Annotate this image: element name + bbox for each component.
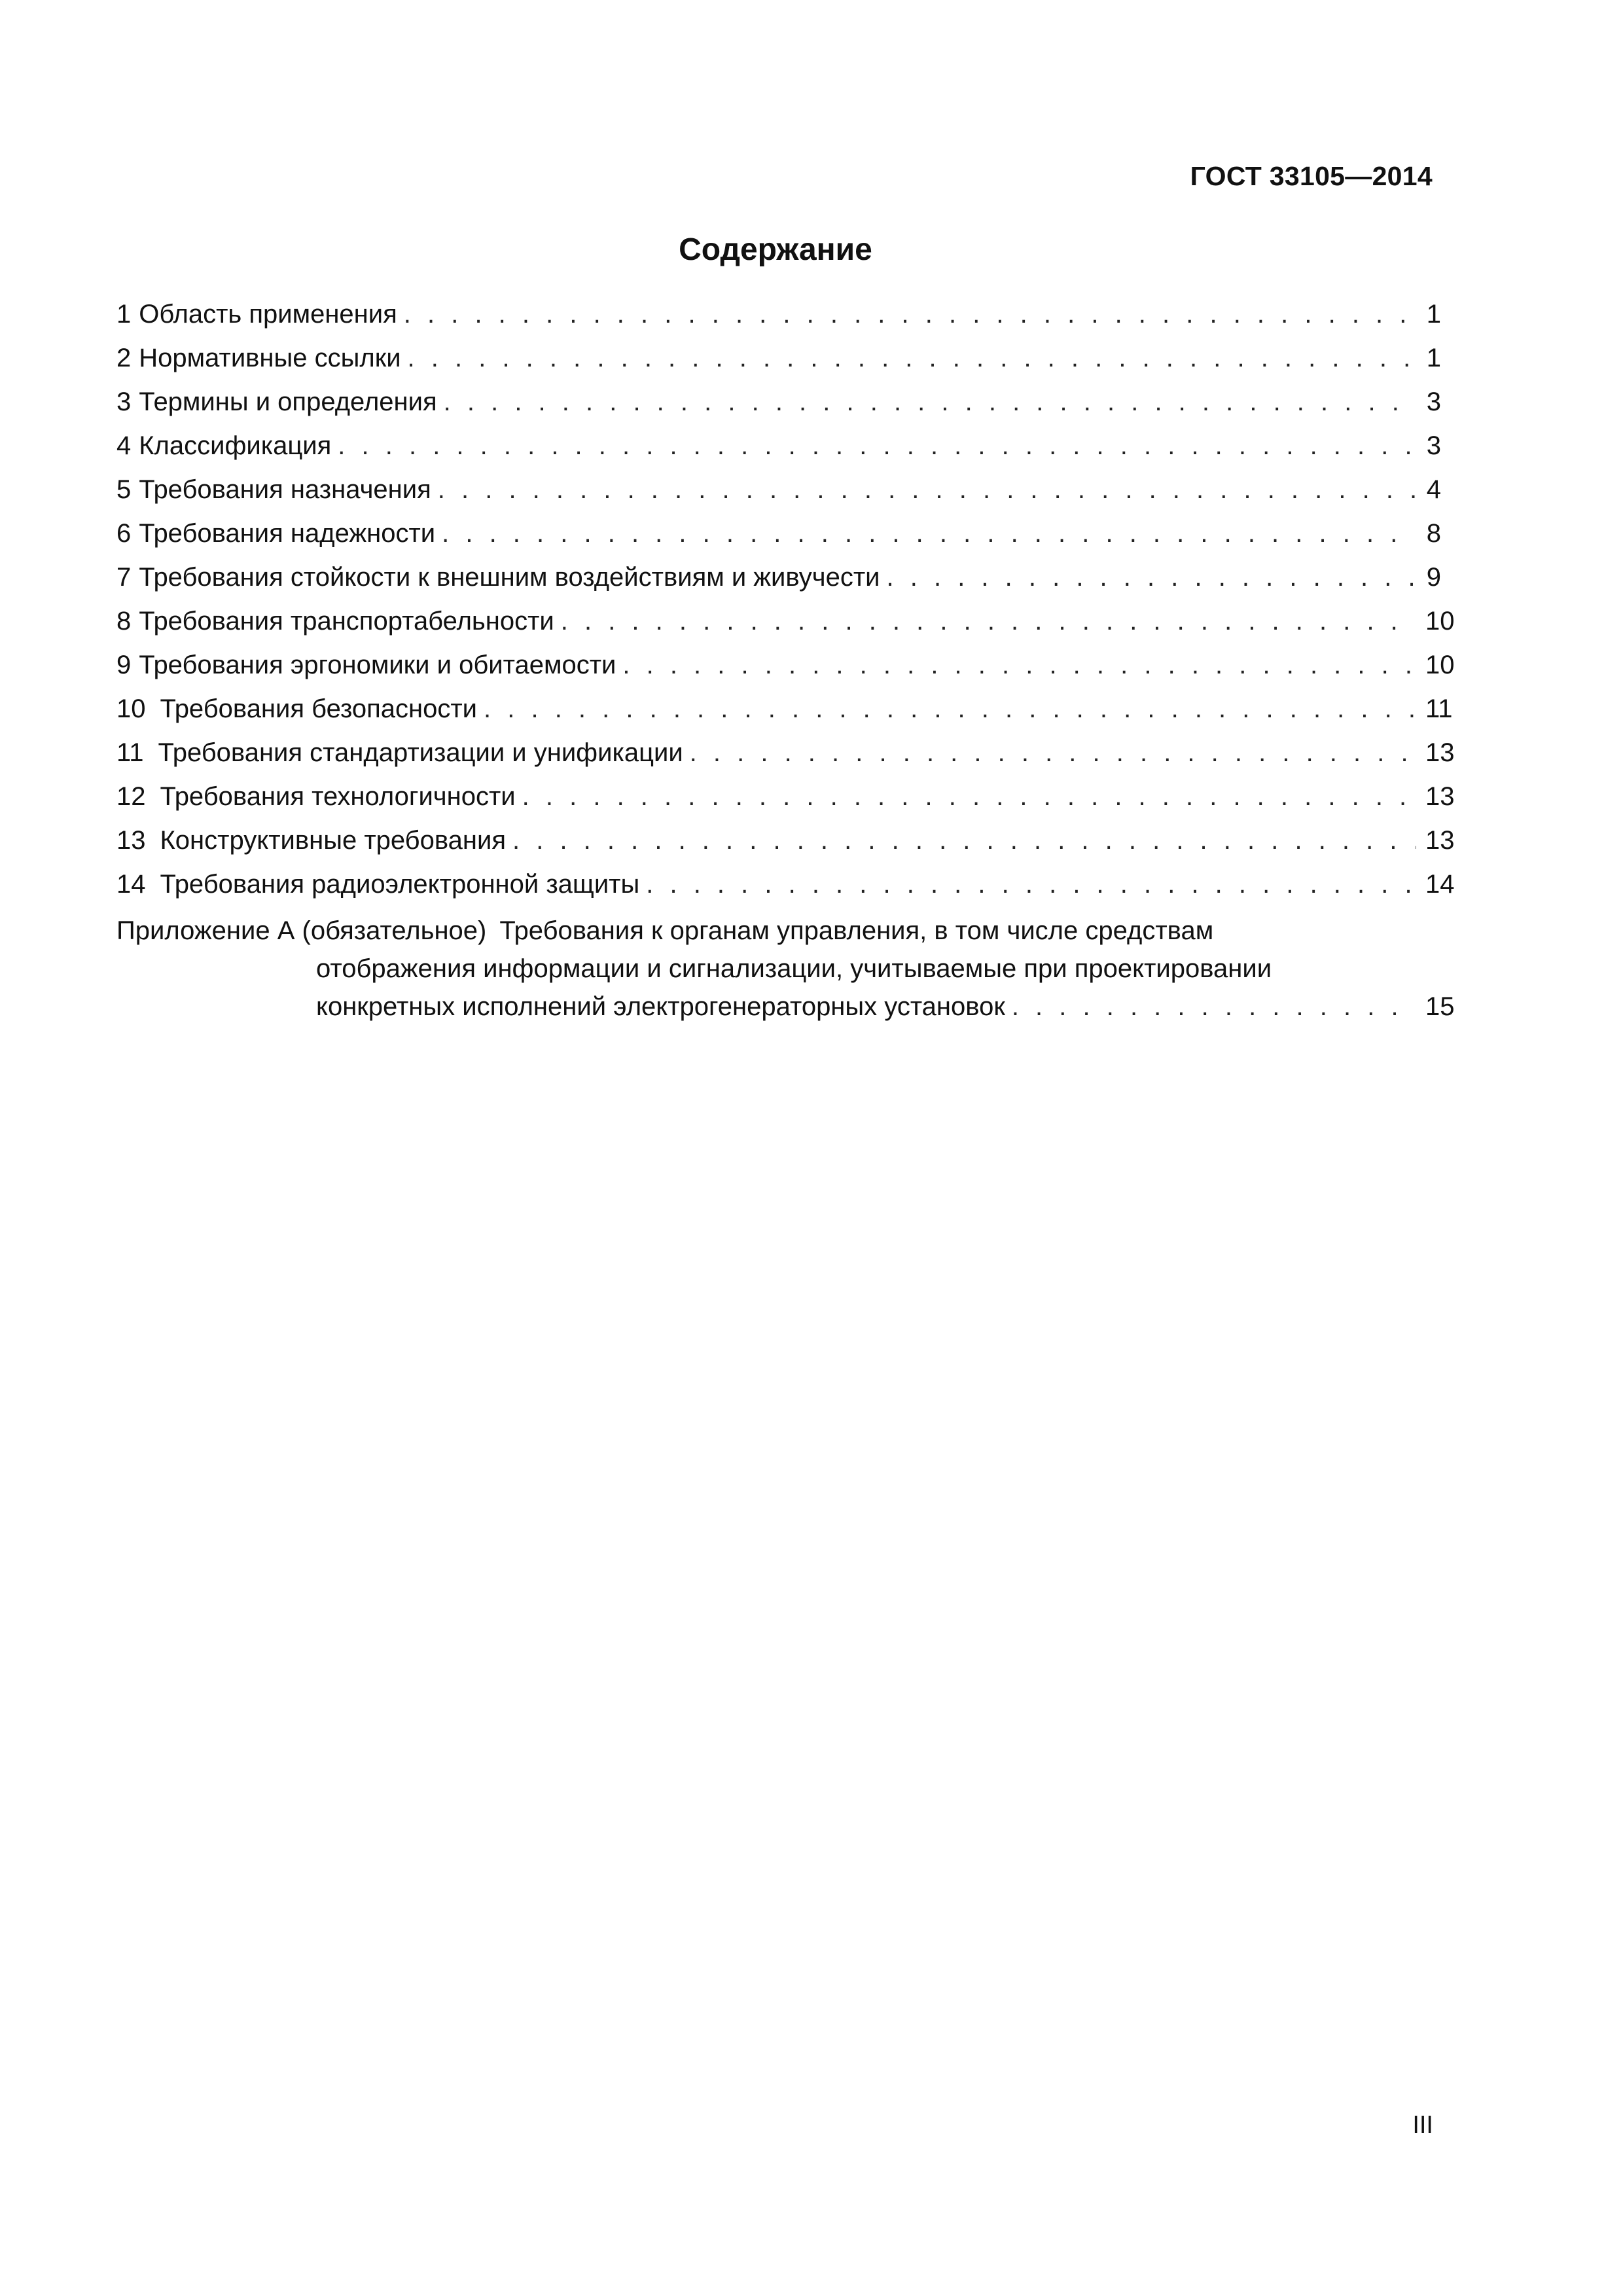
toc-entry[interactable]	[116, 300, 1441, 344]
dot-leader	[690, 738, 1416, 768]
toc-entry-label: Требования эргономики и обитаемости	[139, 651, 616, 679]
toc-entry-label: Конструктивные требования	[160, 826, 506, 855]
toc-entry-label: Требования назначения	[139, 475, 431, 504]
dot-leader	[646, 870, 1416, 899]
toc-entry-number: 9	[116, 651, 132, 679]
toc-entry[interactable]	[116, 431, 1441, 475]
toc-entry-number: 12	[116, 782, 146, 811]
toc-entry-number: 3	[116, 387, 132, 416]
toc-entry-page: 3	[1426, 387, 1441, 416]
toc-entry-number: 11	[116, 738, 144, 767]
toc-entry-page: 10	[1425, 651, 1455, 679]
dot-leader	[442, 519, 1416, 548]
toc-entry-page: 9	[1426, 563, 1441, 592]
dot-leader	[561, 607, 1416, 636]
toc-entry-page: 11	[1425, 694, 1453, 723]
toc-entry-number: 2	[116, 344, 132, 372]
dot-leader	[887, 563, 1416, 592]
toc-entry-label: Термины и определения	[139, 387, 437, 416]
toc-entry-page: 14	[1425, 870, 1455, 899]
toc-entry-label: Требования стандартизации и унификации	[158, 738, 683, 767]
toc-entry-number: 7	[116, 563, 132, 592]
toc-entry[interactable]	[116, 651, 1455, 694]
toc-entry-label: Требования надежности	[139, 519, 436, 548]
toc-entry[interactable]	[116, 782, 1455, 826]
toc-entry-number: 8	[116, 607, 132, 636]
toc-entry[interactable]	[116, 519, 1441, 563]
toc-entry-number: 6	[116, 519, 132, 548]
toc-entry-page: 10	[1425, 607, 1455, 636]
toc-entry[interactable]	[116, 475, 1441, 519]
dot-leader	[522, 782, 1416, 812]
appendix-title-line-2: отображения информации и сигнализации, учитываемые при проектировании	[316, 954, 1272, 983]
toc-entry-number: 14	[116, 870, 146, 899]
toc-entry-page: 1	[1426, 344, 1441, 372]
toc-entry[interactable]	[116, 563, 1441, 607]
toc-entry-page: 15	[1425, 992, 1455, 1021]
toc-entry-number: 4	[116, 431, 132, 460]
dot-leader	[512, 826, 1416, 855]
toc-title: Содержание	[679, 232, 872, 267]
toc-entry-page: 3	[1426, 431, 1441, 460]
toc-entry-number: 1	[116, 300, 132, 329]
toc-entry-number: 13	[116, 826, 146, 855]
toc-entry-number: 10	[116, 694, 146, 723]
page-number: III	[1412, 2111, 1433, 2139]
appendix-title-line-1: Требования к органам управления, в том числе средствам	[499, 916, 1214, 945]
toc-appendix-entry[interactable]	[116, 916, 1455, 1030]
dot-leader	[1012, 992, 1416, 1022]
dot-leader	[404, 300, 1416, 329]
toc-entry-label: Требования транспортабельности	[139, 607, 554, 636]
dot-leader	[444, 387, 1416, 417]
toc-entry-label: Требования технологичности	[160, 782, 516, 811]
toc-entry-label: Требования безопасности	[160, 694, 478, 723]
table-of-contents	[116, 300, 1455, 1030]
document-id: ГОСТ 33105—2014	[1190, 161, 1433, 191]
dot-leader	[622, 651, 1416, 680]
appendix-prefix: Приложение А (обязательное)	[116, 916, 487, 945]
toc-entry-page: 1	[1426, 300, 1441, 329]
toc-entry-label: Нормативные ссылки	[139, 344, 401, 372]
dot-leader	[408, 344, 1416, 373]
toc-entry-page: 13	[1425, 782, 1455, 811]
toc-entry-label: Классификация	[139, 431, 332, 460]
toc-entry-page: 4	[1426, 475, 1441, 504]
toc-entry[interactable]	[116, 607, 1455, 651]
toc-entry[interactable]	[116, 826, 1455, 870]
toc-entry-page: 8	[1426, 519, 1441, 548]
toc-entry[interactable]	[116, 694, 1453, 738]
dot-leader	[438, 475, 1416, 505]
toc-entry[interactable]	[116, 738, 1455, 782]
toc-entry[interactable]	[116, 387, 1441, 431]
toc-entry-number: 5	[116, 475, 132, 504]
toc-entry-label: Требования радиоэлектронной защиты	[160, 870, 640, 899]
toc-entry[interactable]	[116, 870, 1455, 914]
appendix-title-line-3: конкретных исполнений электрогенераторных установок	[316, 992, 1005, 1021]
toc-entry[interactable]	[116, 344, 1441, 387]
dot-leader	[484, 694, 1416, 724]
toc-entry-page: 13	[1425, 738, 1455, 767]
toc-entry-label: Требования стойкости к внешним воздействиям и живучести	[139, 563, 880, 592]
dot-leader	[338, 431, 1416, 461]
toc-entry-page: 13	[1425, 826, 1455, 855]
toc-entry-label: Область применения	[139, 300, 397, 329]
